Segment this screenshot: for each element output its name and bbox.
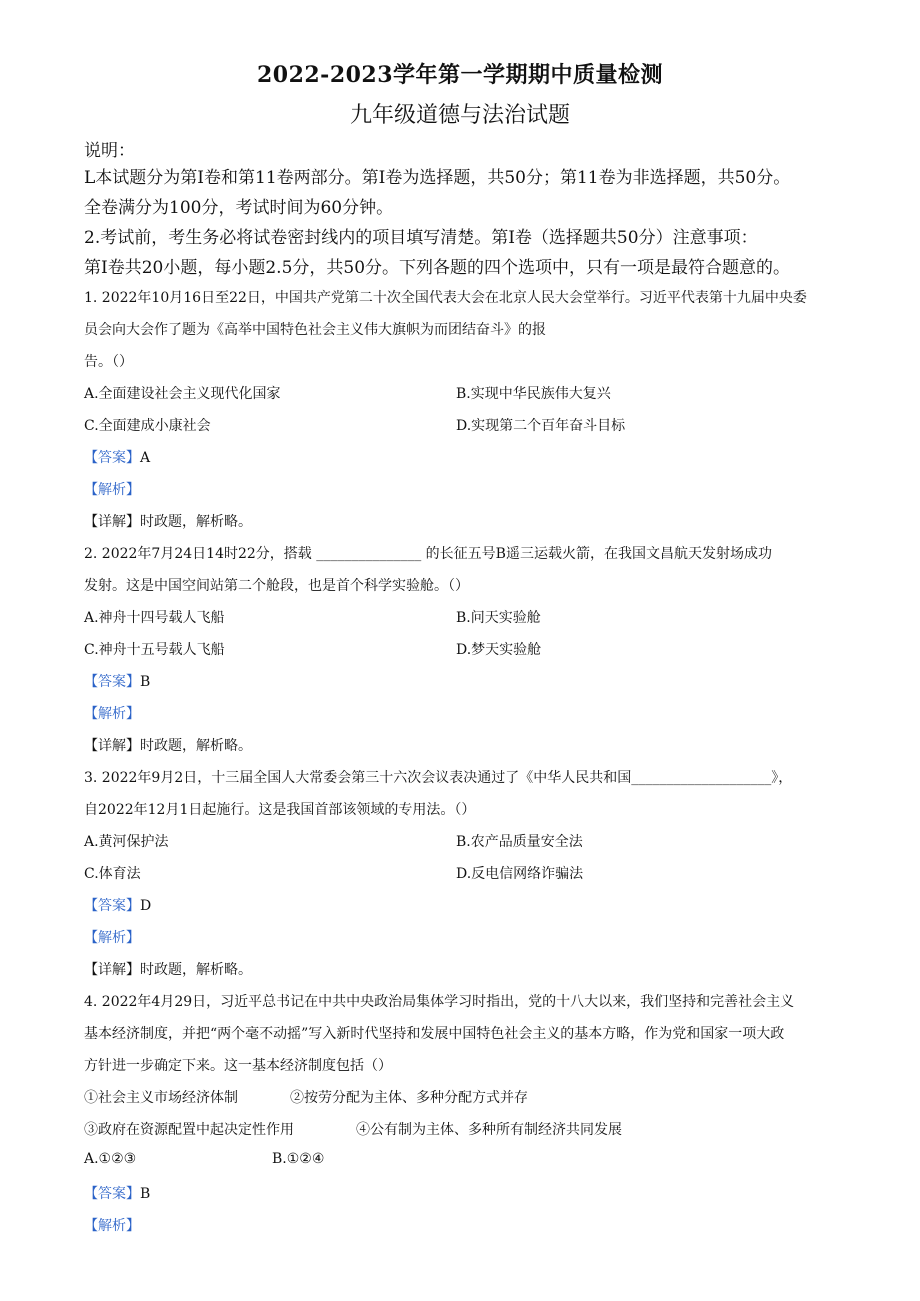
- question-2-option-d: D.梦天实验舱: [456, 642, 542, 658]
- answer-value: D: [140, 898, 152, 914]
- detail-text: 时政题，解析略。: [140, 738, 252, 754]
- question-1-stem: 员会向大会作了题为《高举中国特色社会主义伟大旗帜为而团结奋斗》的报: [84, 322, 546, 338]
- instructions-line: 第I卷共20小题，每小题2.5分，共50分。下列各题的四个选项中，只有一项是最符合题意的。: [84, 258, 791, 278]
- instructions-line: L本试题分为第I卷和第11卷两部分。第I卷为选择题，共50分；第11卷为非选择题，共50分。: [84, 168, 791, 188]
- question-1-analysis: [84, 479, 140, 499]
- question-4-analysis: [84, 1215, 140, 1235]
- answer-value: B: [140, 1186, 151, 1202]
- question-2-option-c: C.神舟十五号载人飞船: [84, 642, 225, 658]
- question-4-item-3: ③政府在资源配置中起决定性作用: [84, 1122, 294, 1138]
- question-1-option-d: D.实现第二个百年奋斗目标: [456, 418, 626, 434]
- question-2-analysis: [84, 703, 140, 723]
- question-3-option-c: C.体育法: [84, 866, 141, 882]
- question-4-option-b: B.①②④: [272, 1151, 325, 1167]
- question-2-option-b: B.问天实验舱: [456, 610, 541, 626]
- question-2-answer: [84, 671, 150, 691]
- question-3-option-d: D.反电信网络诈骗法: [456, 866, 584, 882]
- question-2-option-a: A.神舟十四号载人飞船: [84, 610, 225, 626]
- question-2-detail: [84, 735, 252, 755]
- detail-tag: 【详解】: [84, 962, 140, 978]
- detail-tag: 【详解】: [84, 738, 140, 754]
- question-3-detail: [84, 959, 252, 979]
- instructions-line: 全卷满分为100分，考试时间为60分钟。: [84, 198, 394, 218]
- analysis-tag: 【解析】: [84, 930, 140, 946]
- answer-tag: 【答案】: [84, 898, 140, 914]
- detail-text: 时政题，解析略。: [140, 514, 252, 530]
- question-1-detail: [84, 511, 252, 531]
- analysis-tag: 【解析】: [84, 706, 140, 722]
- question-4-stem: 基本经济制度，并把“两个毫不动摇”写入新时代坚持和发展中国特色社会主义的基本方略，作为党和国家一项大政: [84, 1026, 785, 1042]
- question-4-item-4: ④公有制为主体、多种所有制经济共同发展: [356, 1122, 622, 1138]
- question-1-option-c: C.全面建成小康社会: [84, 418, 211, 434]
- question-2-stem: 发射。这是中国空间站第二个舱段，也是首个科学实验舱。（）: [84, 578, 469, 594]
- question-1-option-a: A.全面建设社会主义现代化国家: [84, 386, 281, 402]
- question-1-stem: 1. 2022年10月16日至22日，中国共产党第二十次全国代表大会在北京人民大会堂举行。习近平代表第十九届中央委: [84, 290, 807, 306]
- question-4-answer: [84, 1183, 150, 1203]
- question-3-option-b: B.农产品质量安全法: [456, 834, 583, 850]
- question-1-stem: 告。（）: [84, 354, 133, 370]
- question-3-stem: 3. 2022年9月2日，十三届全国人大常委会第三十六次会议表决通过了《中华人民共和国____________________》，: [84, 770, 793, 786]
- question-3-stem: 自2022年12月1日起施行。这是我国首部该领域的专用法。（）: [84, 802, 476, 818]
- detail-tag: 【详解】: [84, 514, 140, 530]
- question-4-item-2: ②按劳分配为主体、多种分配方式并存: [290, 1090, 528, 1106]
- answer-tag: 【答案】: [84, 674, 140, 690]
- exam-subtitle: 九年级道德与法治试题: [349, 103, 570, 128]
- question-3-analysis: [84, 927, 140, 947]
- analysis-tag: 【解析】: [84, 482, 140, 498]
- answer-value: A: [140, 450, 151, 466]
- exam-title: 2022-2023学年第一学期期中质量检测: [256, 62, 664, 88]
- question-2-stem: 2. 2022年7月24日14时22分，搭载 _______________ 的长征五号B遥三运载火箭，在我国文昌航天发射场成功: [84, 546, 772, 562]
- question-4-stem: 方针进一步确定下来。这一基本经济制度包括（）: [84, 1058, 392, 1074]
- instructions-label: 说明：: [84, 141, 135, 161]
- question-4-item-1: ①社会主义市场经济体制: [84, 1090, 238, 1106]
- answer-value: B: [140, 674, 151, 690]
- question-3-answer: [84, 895, 151, 915]
- question-4-stem: 4. 2022年4月29日，习近平总书记在中共中央政治局集体学习时指出，党的十八大以来，我们坚持和完善社会主义: [84, 994, 795, 1010]
- analysis-tag: 【解析】: [84, 1218, 140, 1234]
- question-1-option-b: B.实现中华民族伟大复兴: [456, 386, 611, 402]
- question-3-option-a: A.黄河保护法: [84, 834, 169, 850]
- answer-tag: 【答案】: [84, 1186, 140, 1202]
- answer-tag: 【答案】: [84, 450, 140, 466]
- question-4-option-a: A.①②③: [84, 1151, 137, 1167]
- instructions-line: 2.考试前，考生务必将试卷密封线内的项目填写清楚。第I卷（选择题共50分）注意事项：: [84, 228, 758, 248]
- question-1-answer: [84, 447, 150, 467]
- detail-text: 时政题，解析略。: [140, 962, 252, 978]
